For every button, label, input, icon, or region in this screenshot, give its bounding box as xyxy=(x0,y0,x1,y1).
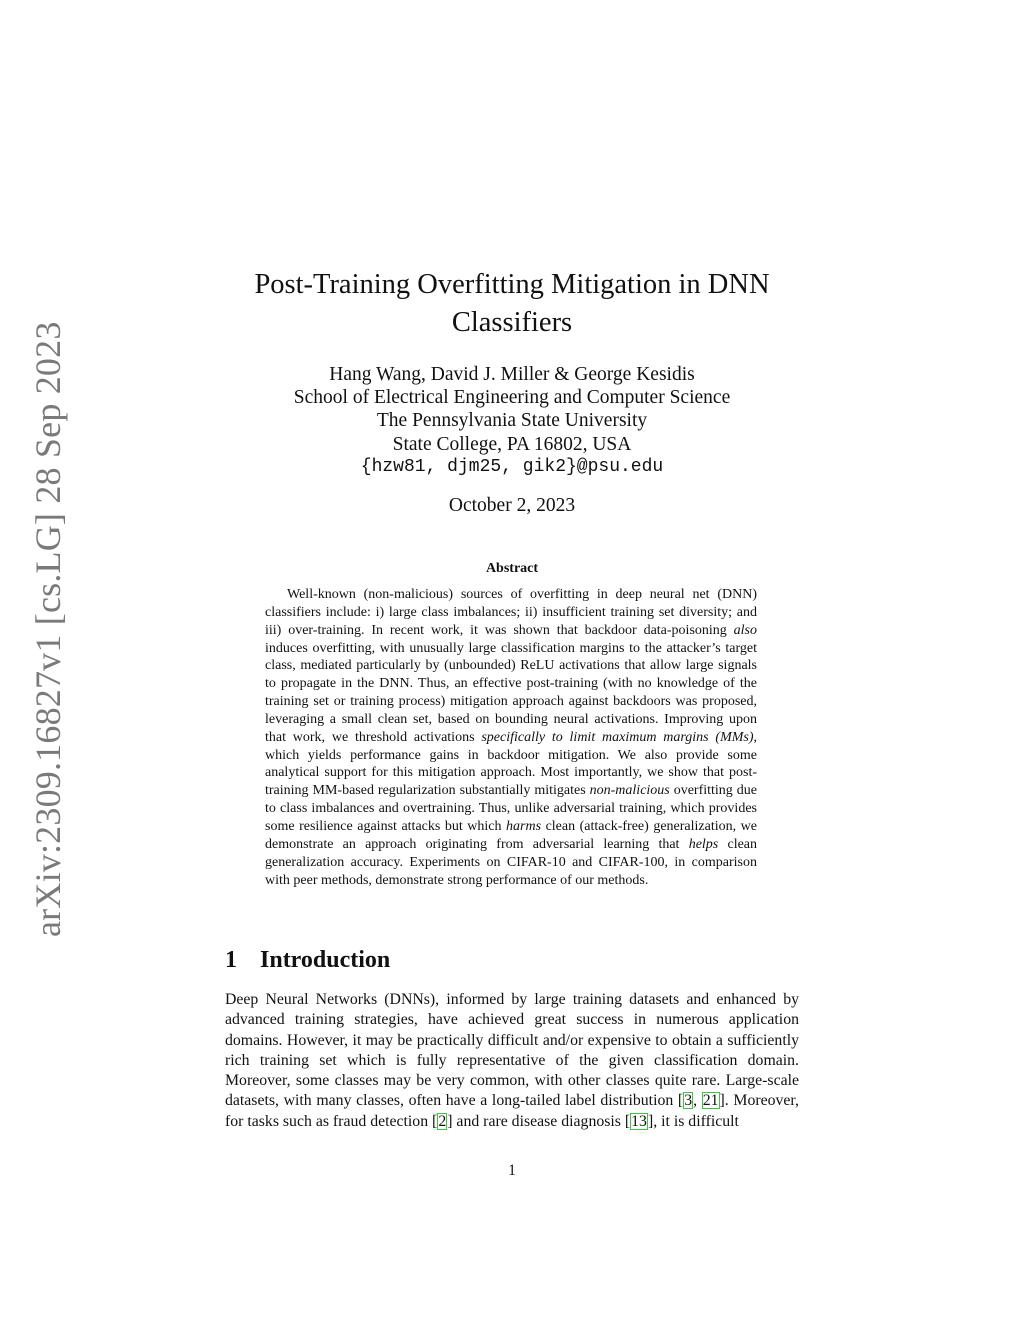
author-emails: {hzw81, djm25, gik2}@psu.edu xyxy=(360,456,664,477)
paper-date: October 2, 2023 xyxy=(448,495,576,516)
affiliation-university: The Pennsylvania State University xyxy=(376,410,648,432)
introduction-paragraph xyxy=(225,990,799,1132)
abstract-emphasis: harms xyxy=(506,818,542,834)
abstract-text-part: clean (attack-free) generalization, we demonstrate an approach originating from adversarial learning that xyxy=(265,818,757,852)
title-line-1: Post-Training Overfitting Mitigation in DNN xyxy=(254,269,770,300)
abstract-emphasis: non-malicious xyxy=(589,783,670,799)
paper-title xyxy=(200,266,824,342)
abstract-emphasis: also xyxy=(733,622,757,638)
intro-text-part: ], it is difficult xyxy=(647,1112,739,1130)
abstract-emphasis: specifically to limit maximum margins (MMs) xyxy=(481,729,754,745)
affiliation-location: State College, PA 16802, USA xyxy=(392,433,632,455)
abstract-text-part: overfitting due to class imbalances and overtraining. Thus, unlike adversarial training, which provides some resilience against attacks but which xyxy=(265,783,757,834)
affiliation-school: School of Electrical Engineering and Computer Science xyxy=(293,387,731,409)
citation-link[interactable]: 21 xyxy=(702,1092,719,1110)
section-title: Introduction xyxy=(260,947,391,973)
abstract-heading: Abstract xyxy=(485,561,539,576)
arxiv-identifier: arXiv:2309.16827v1 [cs.LG] 28 Sep 2023 xyxy=(28,321,68,937)
abstract-text-part: Well-known (non-malicious) sources of overfitting in deep neural net (DNN) classifiers include: i) large class imbalances; ii) insufficient training set diversity; and iii) over-training. In recent work, it was shown that backdoor data-poisoning xyxy=(265,587,757,638)
abstract-text-part: induces overfitting, with unusually large classification margins to the attacker’s target class, mediated particularly by (unbounded) ReLU activations that allow large signals to propagate in the DNN. Thus, an effective post-training (with no knowledge of the training set or training process) mitigation approach against backdoors was proposed, leveraging a small clean set, based on bounding neural activations. Improving upon that work, we threshold activations xyxy=(265,640,757,745)
section-heading-introduction xyxy=(225,944,390,976)
intro-text-part: ] and rare disease diagnosis [ xyxy=(447,1112,631,1130)
author-names: Hang Wang, David J. Miller & George Kesidis xyxy=(329,364,695,385)
title-line-2: Classifiers xyxy=(451,307,573,338)
section-number: 1 xyxy=(225,947,237,973)
abstract-text-part: clean generalization accuracy. Experiments on CIFAR-10 and CIFAR-100, in comparison with peer methods, demonstrate strong performance of our methods. xyxy=(265,836,758,888)
page-number: 1 xyxy=(508,1162,516,1179)
citation-link[interactable]: 13 xyxy=(631,1112,647,1130)
abstract-emphasis: helps xyxy=(688,836,719,852)
intro-text-part: ]. Moreover, for tasks such as fraud detection [ xyxy=(225,1092,799,1130)
intro-text-part: , xyxy=(693,1092,702,1110)
abstract-text-part: , which yields performance gains in backdoor mitigation. We also provide some analytical support for this mitigation approach. Most importantly, we show that post-training MM-based regularization substantially mitigates xyxy=(265,729,757,799)
intro-text-part: Deep Neural Networks (DNNs), informed by large training datasets and enhanced by advanced training strategies, have achieved great success in numerous application domains. However, it may be practically difficult and/or expensive to obtain a sufficiently rich training set which is fully representative of the given classification domain. Moreover, some classes may be very common, with other classes quite rare. Large-scale datasets, with many classes, often have a long-tailed label distribution [ xyxy=(225,991,799,1110)
abstract-text xyxy=(265,586,757,889)
citation-link[interactable]: 3 xyxy=(684,1092,693,1110)
author-block xyxy=(200,363,824,479)
citation-link[interactable]: 2 xyxy=(438,1112,447,1130)
